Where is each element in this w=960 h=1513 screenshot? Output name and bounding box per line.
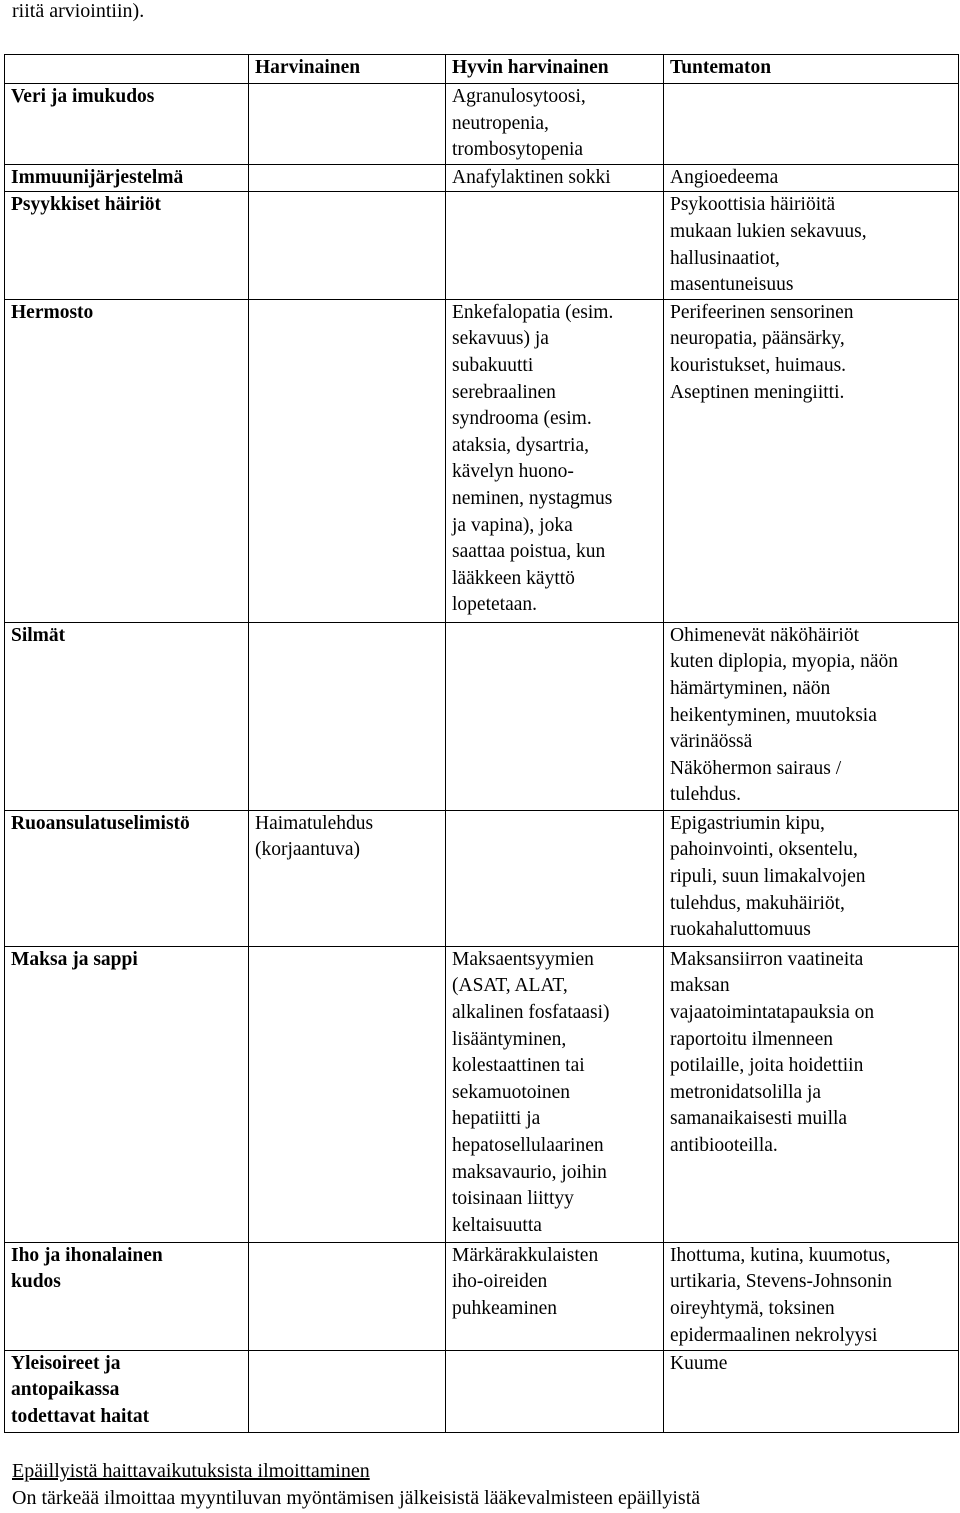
rare-cell: [249, 1350, 446, 1432]
rare-cell: [249, 299, 446, 622]
table-row: [5, 1242, 959, 1350]
rare-cell: [249, 192, 446, 299]
header-rare: Harvinainen: [249, 55, 446, 84]
unknown-cell: Ohimenevät näköhäiriöt kuten diplopia, myopia, näön hämärtyminen, näön heikentyminen, muutoksia värinäössä Näköhermon sairaus / tulehdus.: [664, 622, 959, 810]
very-rare-cell: Märkärakkulaisten iho-oireiden puhkeaminen: [446, 1242, 664, 1350]
unknown-cell: [664, 84, 959, 165]
unknown-cell: Kuume: [664, 1350, 959, 1432]
organ-cell: Hermosto: [5, 299, 249, 622]
reporting-section: [12, 1458, 700, 1512]
organ-cell: Veri ja imukudos: [5, 84, 249, 165]
unknown-cell: Maksansiirron vaatineita maksan vajaatoimintatapauksia on raportoitu ilmenneen potilaille, joita hoidettiin metronidatsolilla ja samanaikaisesti muilla antibiooteilla.: [664, 946, 959, 1242]
very-rare-cell: [446, 1350, 664, 1432]
header-unknown: Tuntematon: [664, 55, 959, 84]
unknown-cell: Psykoottisia häiriöitä mukaan lukien sekavuus, hallusinaatiot, masentuneisuus: [664, 192, 959, 299]
reporting-text: On tärkeää ilmoittaa myyntiluvan myöntämisen jälkeisistä lääkevalmisteen epäillyistä: [12, 1487, 701, 1509]
table-row: [5, 810, 959, 946]
organ-cell: Yleisoireet ja antopaikassa todettavat haitat: [5, 1350, 249, 1432]
table-row: [5, 946, 959, 1242]
header-organ: [5, 55, 249, 84]
rare-cell: [249, 622, 446, 810]
very-rare-cell: [446, 810, 664, 946]
table-row: [5, 192, 959, 299]
intro-text: riitä arviointiin).: [12, 0, 145, 22]
organ-cell: Silmät: [5, 622, 249, 810]
table-row: [5, 84, 959, 165]
header-very-rare: Hyvin harvinainen: [446, 55, 664, 84]
rare-cell: [249, 164, 446, 192]
very-rare-cell: Agranulosytoosi, neutropenia, trombosytopenia: [446, 84, 664, 165]
table-row: [5, 622, 959, 810]
organ-cell: Maksa ja sappi: [5, 946, 249, 1242]
very-rare-cell: Enkefalopatia (esim. sekavuus) ja subakuutti serebraalinen syndrooma (esim. ataksia, dysartria, kävelyn huono- neminen, nystagmus ja vapina), joka saattaa poistua, kun lääkkeen käyttö lopetetaan.: [446, 299, 664, 622]
organ-cell: Ruoansulatuselimistö: [5, 810, 249, 946]
organ-cell: Psyykkiset häiriöt: [5, 192, 249, 299]
very-rare-cell: [446, 622, 664, 810]
rare-cell: [249, 946, 446, 1242]
unknown-cell: Perifeerinen sensorinen neuropatia, päänsärky, kouristukset, huimaus. Aseptinen meningiitti.: [664, 299, 959, 622]
header-row: [5, 55, 959, 84]
organ-cell: Immuunijärjestelmä: [5, 164, 249, 192]
unknown-cell: Ihottuma, kutina, kuumotus, urtikaria, Stevens-Johnsonin oireyhtymä, toksinen epidermaalinen nekrolyysi: [664, 1242, 959, 1350]
table-row: [5, 299, 959, 622]
very-rare-cell: Anafylaktinen sokki: [446, 164, 664, 192]
adverse-effects-table: [4, 54, 959, 1433]
table-row: [5, 1350, 959, 1432]
unknown-cell: Angioedeema: [664, 164, 959, 192]
very-rare-cell: Maksaentsyymien (ASAT, ALAT, alkalinen fosfataasi) lisääntyminen, kolestaattinen tai sekamuotoinen hepatiitti ja hepatosellulaarinen maksavaurio, joihin toisinaan liittyy keltaisuutta: [446, 946, 664, 1242]
rare-cell: [249, 84, 446, 165]
very-rare-cell: [446, 192, 664, 299]
unknown-cell: Epigastriumin kipu, pahoinvointi, oksentelu, ripuli, suun limakalvojen tulehdus, makuhäiriöt, ruokahaluttomuus: [664, 810, 959, 946]
table-row: [5, 164, 959, 192]
reporting-heading: Epäillyistä haittavaikutuksista ilmoittaminen: [12, 1460, 370, 1482]
organ-cell: Iho ja ihonalainen kudos: [5, 1242, 249, 1350]
rare-cell: [249, 1242, 446, 1350]
rare-cell: Haimatulehdus (korjaantuva): [249, 810, 446, 946]
